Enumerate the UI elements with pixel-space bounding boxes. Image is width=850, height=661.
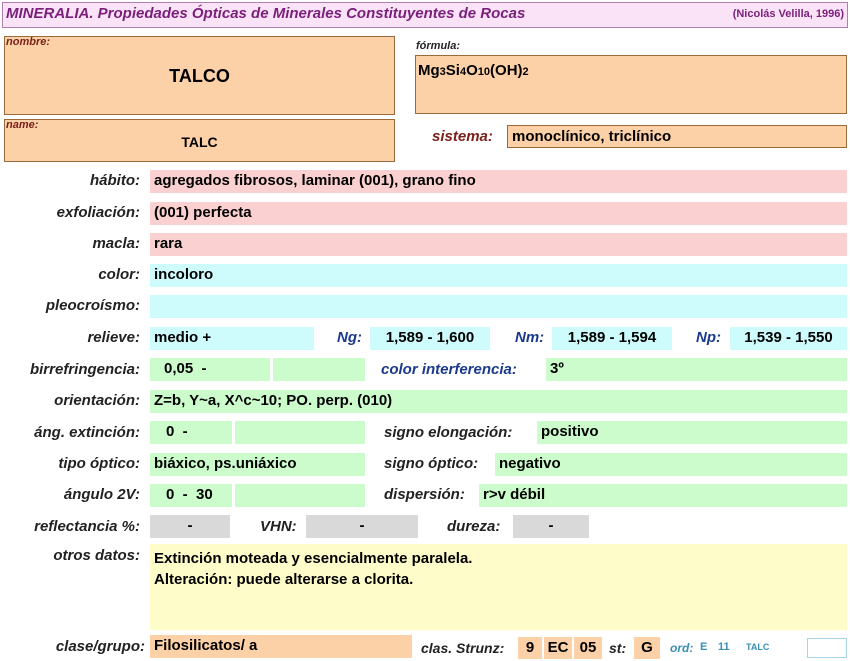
ord-number: 11 (718, 641, 730, 653)
st-label: st: (609, 640, 627, 656)
formula-label: fórmula: (416, 40, 460, 52)
ord-label: ord: (670, 641, 694, 655)
orientacion-value[interactable]: Z=b, Y~a, X^c~10; PO. perp. (010) (150, 390, 847, 413)
np-value[interactable]: 1,539 - 1,550 (730, 327, 847, 350)
dureza-value[interactable]: - (513, 515, 589, 538)
relieve-value[interactable]: medio + (150, 327, 314, 350)
signo-elongacion-value[interactable]: positivo (537, 421, 847, 444)
macla-label: macla: (92, 235, 140, 252)
signo-elongacion-label: signo elongación: (384, 424, 513, 441)
nombre-label: nombre: (6, 36, 50, 48)
habito-value[interactable]: agregados fibrosos, laminar (001), grano fino (150, 170, 847, 193)
orientacion-label: orientación: (54, 392, 140, 409)
clase-grupo-label: clase/grupo: (55, 638, 145, 655)
np-label: Np: (696, 329, 721, 346)
formula-value: Mg3Si4O10(OH)2 (418, 62, 529, 79)
angulo-2v-min[interactable]: 0 - 30 (150, 484, 232, 507)
ord-code: TALC (746, 642, 770, 652)
otros-datos-label: otros datos: (53, 547, 140, 564)
name-label: name: (6, 119, 39, 131)
exfoliacion-label: exfoliación: (56, 204, 140, 221)
signo-optico-value[interactable]: negativo (495, 453, 847, 476)
habito-label: hábito: (90, 172, 140, 189)
strunz-class[interactable]: 9 (518, 637, 542, 659)
extincion-min[interactable]: 0 - (150, 421, 232, 444)
angulo-2v-label: ángulo 2V: (63, 486, 140, 503)
nm-label: Nm: (515, 329, 545, 346)
author-credit: (Nicolás Velilla, 1996) (732, 8, 844, 20)
reflectancia-label: reflectancia %: (34, 518, 140, 535)
otros-datos-value[interactable] (150, 544, 847, 630)
ord-extra-box[interactable] (807, 638, 847, 658)
tipo-optico-label: tipo óptico: (58, 455, 140, 472)
reflectancia-value[interactable]: - (150, 515, 230, 538)
pleocroismo-value[interactable] (150, 295, 847, 318)
extincion-max[interactable] (235, 421, 365, 444)
st-value[interactable]: G (634, 637, 660, 659)
clase-grupo-value[interactable]: Filosilicatos/ a (150, 635, 412, 658)
pleocroismo-label: pleocroísmo: (45, 297, 140, 314)
signo-optico-label: signo óptico: (384, 455, 479, 472)
otros-datos-line-1: Extinción moteada y esencialmente paralela. (154, 550, 473, 567)
strunz-number[interactable]: 05 (574, 637, 602, 659)
dispersion-value[interactable]: r>v débil (479, 484, 847, 507)
ord-letter: E (700, 641, 708, 653)
angulo-2v-max[interactable] (235, 484, 365, 507)
otros-datos-line-2: Alteración: puede alterarse a clorita. (154, 571, 414, 588)
sistema-value[interactable]: monoclínico, triclínico (507, 125, 847, 148)
birrefringencia-label: birrefringencia: (29, 361, 140, 378)
dureza-label: dureza: (447, 518, 501, 535)
page-title: MINERALIA. Propiedades Ópticas de Minerales Constituyentes de Rocas (6, 5, 526, 22)
macla-value[interactable]: rara (150, 233, 847, 256)
relieve-label: relieve: (87, 329, 140, 346)
tipo-optico-value[interactable]: biáxico, ps.uniáxico (150, 453, 365, 476)
vhn-value[interactable]: - (306, 515, 418, 538)
strunz-label: clas. Strunz: (421, 640, 505, 656)
name-value: TALC (181, 134, 218, 150)
color-interferencia-label: color interferencia: (381, 361, 517, 378)
color-label: color: (98, 266, 140, 283)
strunz-division[interactable]: EC (544, 637, 572, 659)
color-interferencia-value[interactable]: 3º (546, 358, 847, 381)
vhn-label: VHN: (260, 518, 297, 535)
birrefringencia-max[interactable] (273, 358, 365, 381)
ng-value[interactable]: 1,589 - 1,600 (370, 327, 490, 350)
birrefringencia-min[interactable]: 0,05 - (150, 358, 270, 381)
exfoliacion-value[interactable]: (001) perfecta (150, 202, 847, 225)
color-value[interactable]: incoloro (150, 264, 847, 287)
nombre-value: TALCO (169, 66, 230, 86)
ng-label: Ng: (337, 329, 362, 346)
sistema-label: sistema: (432, 128, 493, 145)
nm-value[interactable]: 1,589 - 1,594 (552, 327, 672, 350)
extincion-label: áng. extinción: (34, 424, 140, 441)
dispersion-label: dispersión: (384, 486, 465, 503)
